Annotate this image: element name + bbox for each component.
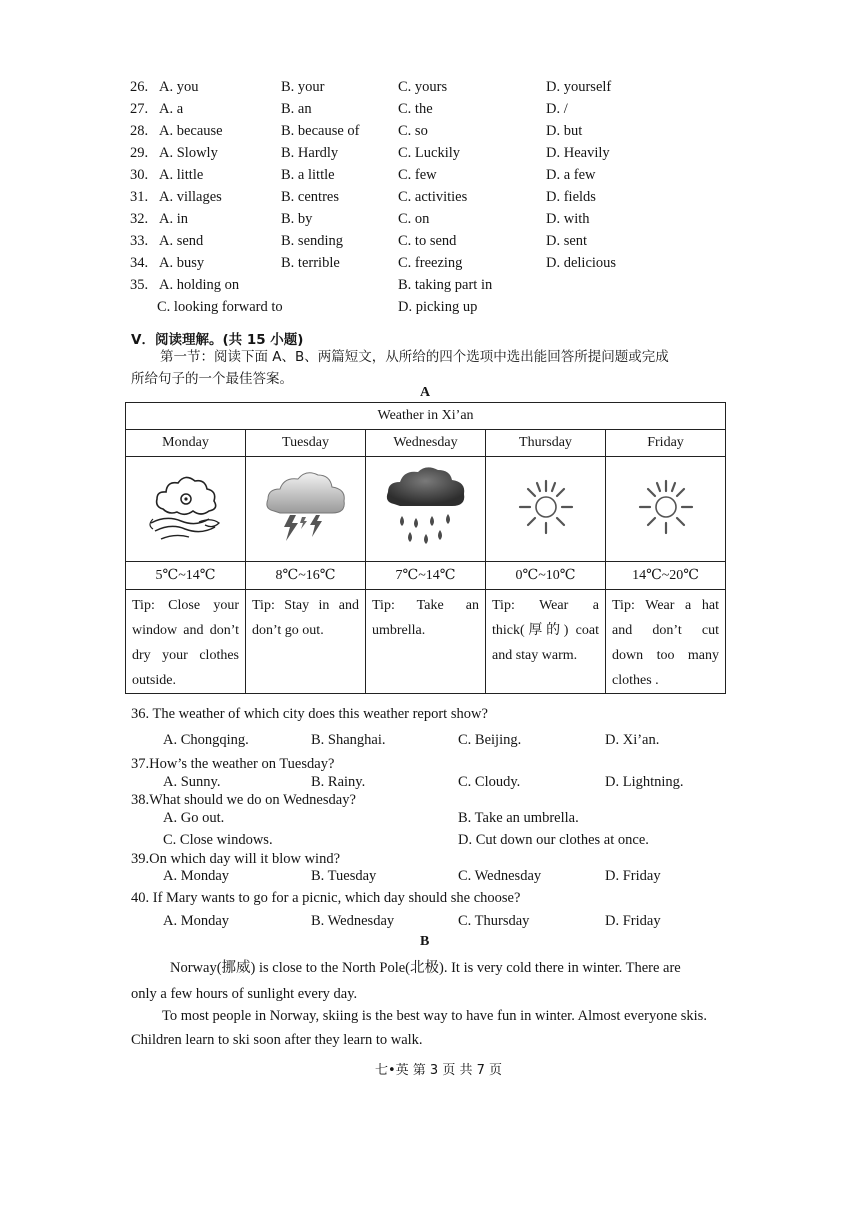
day-thursday: Thursday <box>486 430 606 457</box>
tip-monday: Tip: Close your window and don’t dry your clothes outside. <box>126 590 246 694</box>
option-d: D. fields <box>546 189 596 205</box>
option-a: A. Chongqing. <box>163 732 249 748</box>
monday-icon-cell <box>126 457 246 562</box>
option-b: B. taking part in <box>398 277 493 293</box>
rain-cloud-icon <box>380 464 472 550</box>
day-wednesday: Wednesday <box>366 430 486 457</box>
tip-thursday: Tip: Wear a thick(厚的) coat and stay warm. <box>486 590 606 694</box>
question-number: 31. <box>130 189 149 205</box>
option-a: A. a <box>159 101 184 117</box>
tip-wednesday: Tip: Take an umbrella. <box>366 590 486 694</box>
option-c: C. Cloudy. <box>458 774 521 790</box>
option-c: C. to send <box>398 233 457 249</box>
question-number: 30. <box>130 167 149 183</box>
question-stem: 40. If Mary wants to go for a picnic, which day should she choose? <box>131 890 521 906</box>
option-d: D. yourself <box>546 79 612 95</box>
option-a: A. you <box>159 79 199 95</box>
day-friday: Friday <box>606 430 726 457</box>
option-c: C. Close windows. <box>163 832 273 848</box>
option-a: A. because <box>159 123 223 139</box>
passage-a-label: A <box>420 385 431 400</box>
option-c: C. Beijing. <box>458 732 522 748</box>
passage-b-label: B <box>420 934 430 949</box>
passage-b-p2-line1: To most people in Norway, skiing is the best way to have fun in winter. Almost everyone skis. <box>162 1008 707 1024</box>
option-b: B. Hardly <box>281 145 339 161</box>
question-number: 33. <box>130 233 149 249</box>
temp-friday: 14℃~20℃ <box>606 562 726 590</box>
option-b: B. by <box>281 211 313 227</box>
option-c: C. freezing <box>398 255 463 271</box>
wednesday-icon-cell <box>366 457 486 562</box>
temp-tuesday: 8℃~16℃ <box>246 562 366 590</box>
option-c: C. yours <box>398 79 448 95</box>
option-a: A. Monday <box>163 913 230 929</box>
question-number: 29. <box>130 145 149 161</box>
option-a: A. villages <box>159 189 222 205</box>
option-b: B. Shanghai. <box>311 732 386 748</box>
option-c: C. activities <box>398 189 468 205</box>
option-d: D. Xi’an. <box>605 732 660 748</box>
option-b: B. centres <box>281 189 339 205</box>
option-c: C. few <box>398 167 437 183</box>
passage-b-p1-line1: Norway(挪威) is close to the North Pole(北极). It is very cold there in winter. There are <box>170 960 681 976</box>
passage-b-p1-line2: only a few hours of sunlight every day. <box>131 986 358 1002</box>
option-c: C. Luckily <box>398 145 461 161</box>
passage-b-p2-line2: Children learn to ski soon after they learn to walk. <box>131 1032 423 1048</box>
option-a: A. in <box>159 211 188 227</box>
option-d: D. / <box>546 101 568 117</box>
option-d: D. but <box>546 123 583 139</box>
option-d: D. picking up <box>398 299 478 315</box>
weather-table <box>125 402 726 694</box>
option-d: D. Cut down our clothes at once. <box>458 832 649 848</box>
option-c: C. Thursday <box>458 913 530 929</box>
option-a: A. holding on <box>159 277 240 293</box>
option-b: B. Rainy. <box>311 774 366 790</box>
section-instruction-line1: 第一节：阅读下面 A、B、两篇短文，从所给的四个选项中选出能回答所提问题或完成 <box>160 349 669 365</box>
section-instruction-line2: 所给句子的一个最佳答案。 <box>131 371 293 387</box>
option-c: C. the <box>398 101 433 117</box>
option-d: D. sent <box>546 233 588 249</box>
sun-icon <box>626 467 706 547</box>
option-a: A. Monday <box>163 868 230 884</box>
option-b: B. because of <box>281 123 360 139</box>
option-a: A. Go out. <box>163 810 225 826</box>
option-b: B. an <box>281 101 312 117</box>
option-c: C. Wednesday <box>458 868 542 884</box>
section-heading: Ⅴ．阅读理解。(共 15 小题) <box>131 332 304 348</box>
question-number: 34. <box>130 255 149 271</box>
question-stem: 39.On which day will it blow wind? <box>131 851 341 867</box>
option-b: B. Take an umbrella. <box>458 810 579 826</box>
thursday-icon-cell <box>486 457 606 562</box>
temp-thursday: 0℃~10℃ <box>486 562 606 590</box>
question-stem: 38.What should we do on Wednesday? <box>131 792 356 808</box>
option-a: A. Sunny. <box>163 774 221 790</box>
friday-icon-cell <box>606 457 726 562</box>
option-d: D. Heavily <box>546 145 610 161</box>
question-number: 35. <box>130 277 149 293</box>
option-c: C. on <box>398 211 430 227</box>
option-b: B. a little <box>281 167 335 183</box>
option-a: A. little <box>159 167 204 183</box>
question-stem: 36. The weather of which city does this weather report show? <box>131 706 488 722</box>
day-monday: Monday <box>126 430 246 457</box>
option-d: D. Lightning. <box>605 774 684 790</box>
windy-cloud-icon <box>141 467 231 547</box>
question-number: 32. <box>130 211 149 227</box>
option-d: D. Friday <box>605 913 661 929</box>
tip-tuesday: Tip: Stay in and don’t go out. <box>246 590 366 694</box>
option-a: A. send <box>159 233 204 249</box>
tuesday-icon-cell <box>246 457 366 562</box>
option-d: D. Friday <box>605 868 661 884</box>
option-b: B. terrible <box>281 255 340 271</box>
weather-table-title: Weather in Xi’an <box>126 403 726 430</box>
question-stem: 37.How’s the weather on Tuesday? <box>131 756 335 772</box>
option-b: B. sending <box>281 233 344 249</box>
option-b: B. Tuesday <box>311 868 377 884</box>
question-number: 28. <box>130 123 149 139</box>
temp-monday: 5℃~14℃ <box>126 562 246 590</box>
temp-wednesday: 7℃~14℃ <box>366 562 486 590</box>
page-footer: 七•英 第 3 页 共 7 页 <box>375 1063 503 1078</box>
option-d: D. with <box>546 211 590 227</box>
option-a: A. busy <box>159 255 205 271</box>
option-a: A. Slowly <box>159 145 218 161</box>
question-number: 27. <box>130 101 149 117</box>
option-b: B. your <box>281 79 325 95</box>
option-b: B. Wednesday <box>311 913 395 929</box>
tip-friday: Tip: Wear a hat and don’t cut down too many clothes . <box>606 590 726 694</box>
option-c: C. looking forward to <box>157 299 283 315</box>
thunderstorm-icon <box>260 465 352 549</box>
question-number: 26. <box>130 79 149 95</box>
option-d: D. a few <box>546 167 596 183</box>
option-c: C. so <box>398 123 428 139</box>
day-tuesday: Tuesday <box>246 430 366 457</box>
option-d: D. delicious <box>546 255 617 271</box>
sun-icon <box>506 467 586 547</box>
